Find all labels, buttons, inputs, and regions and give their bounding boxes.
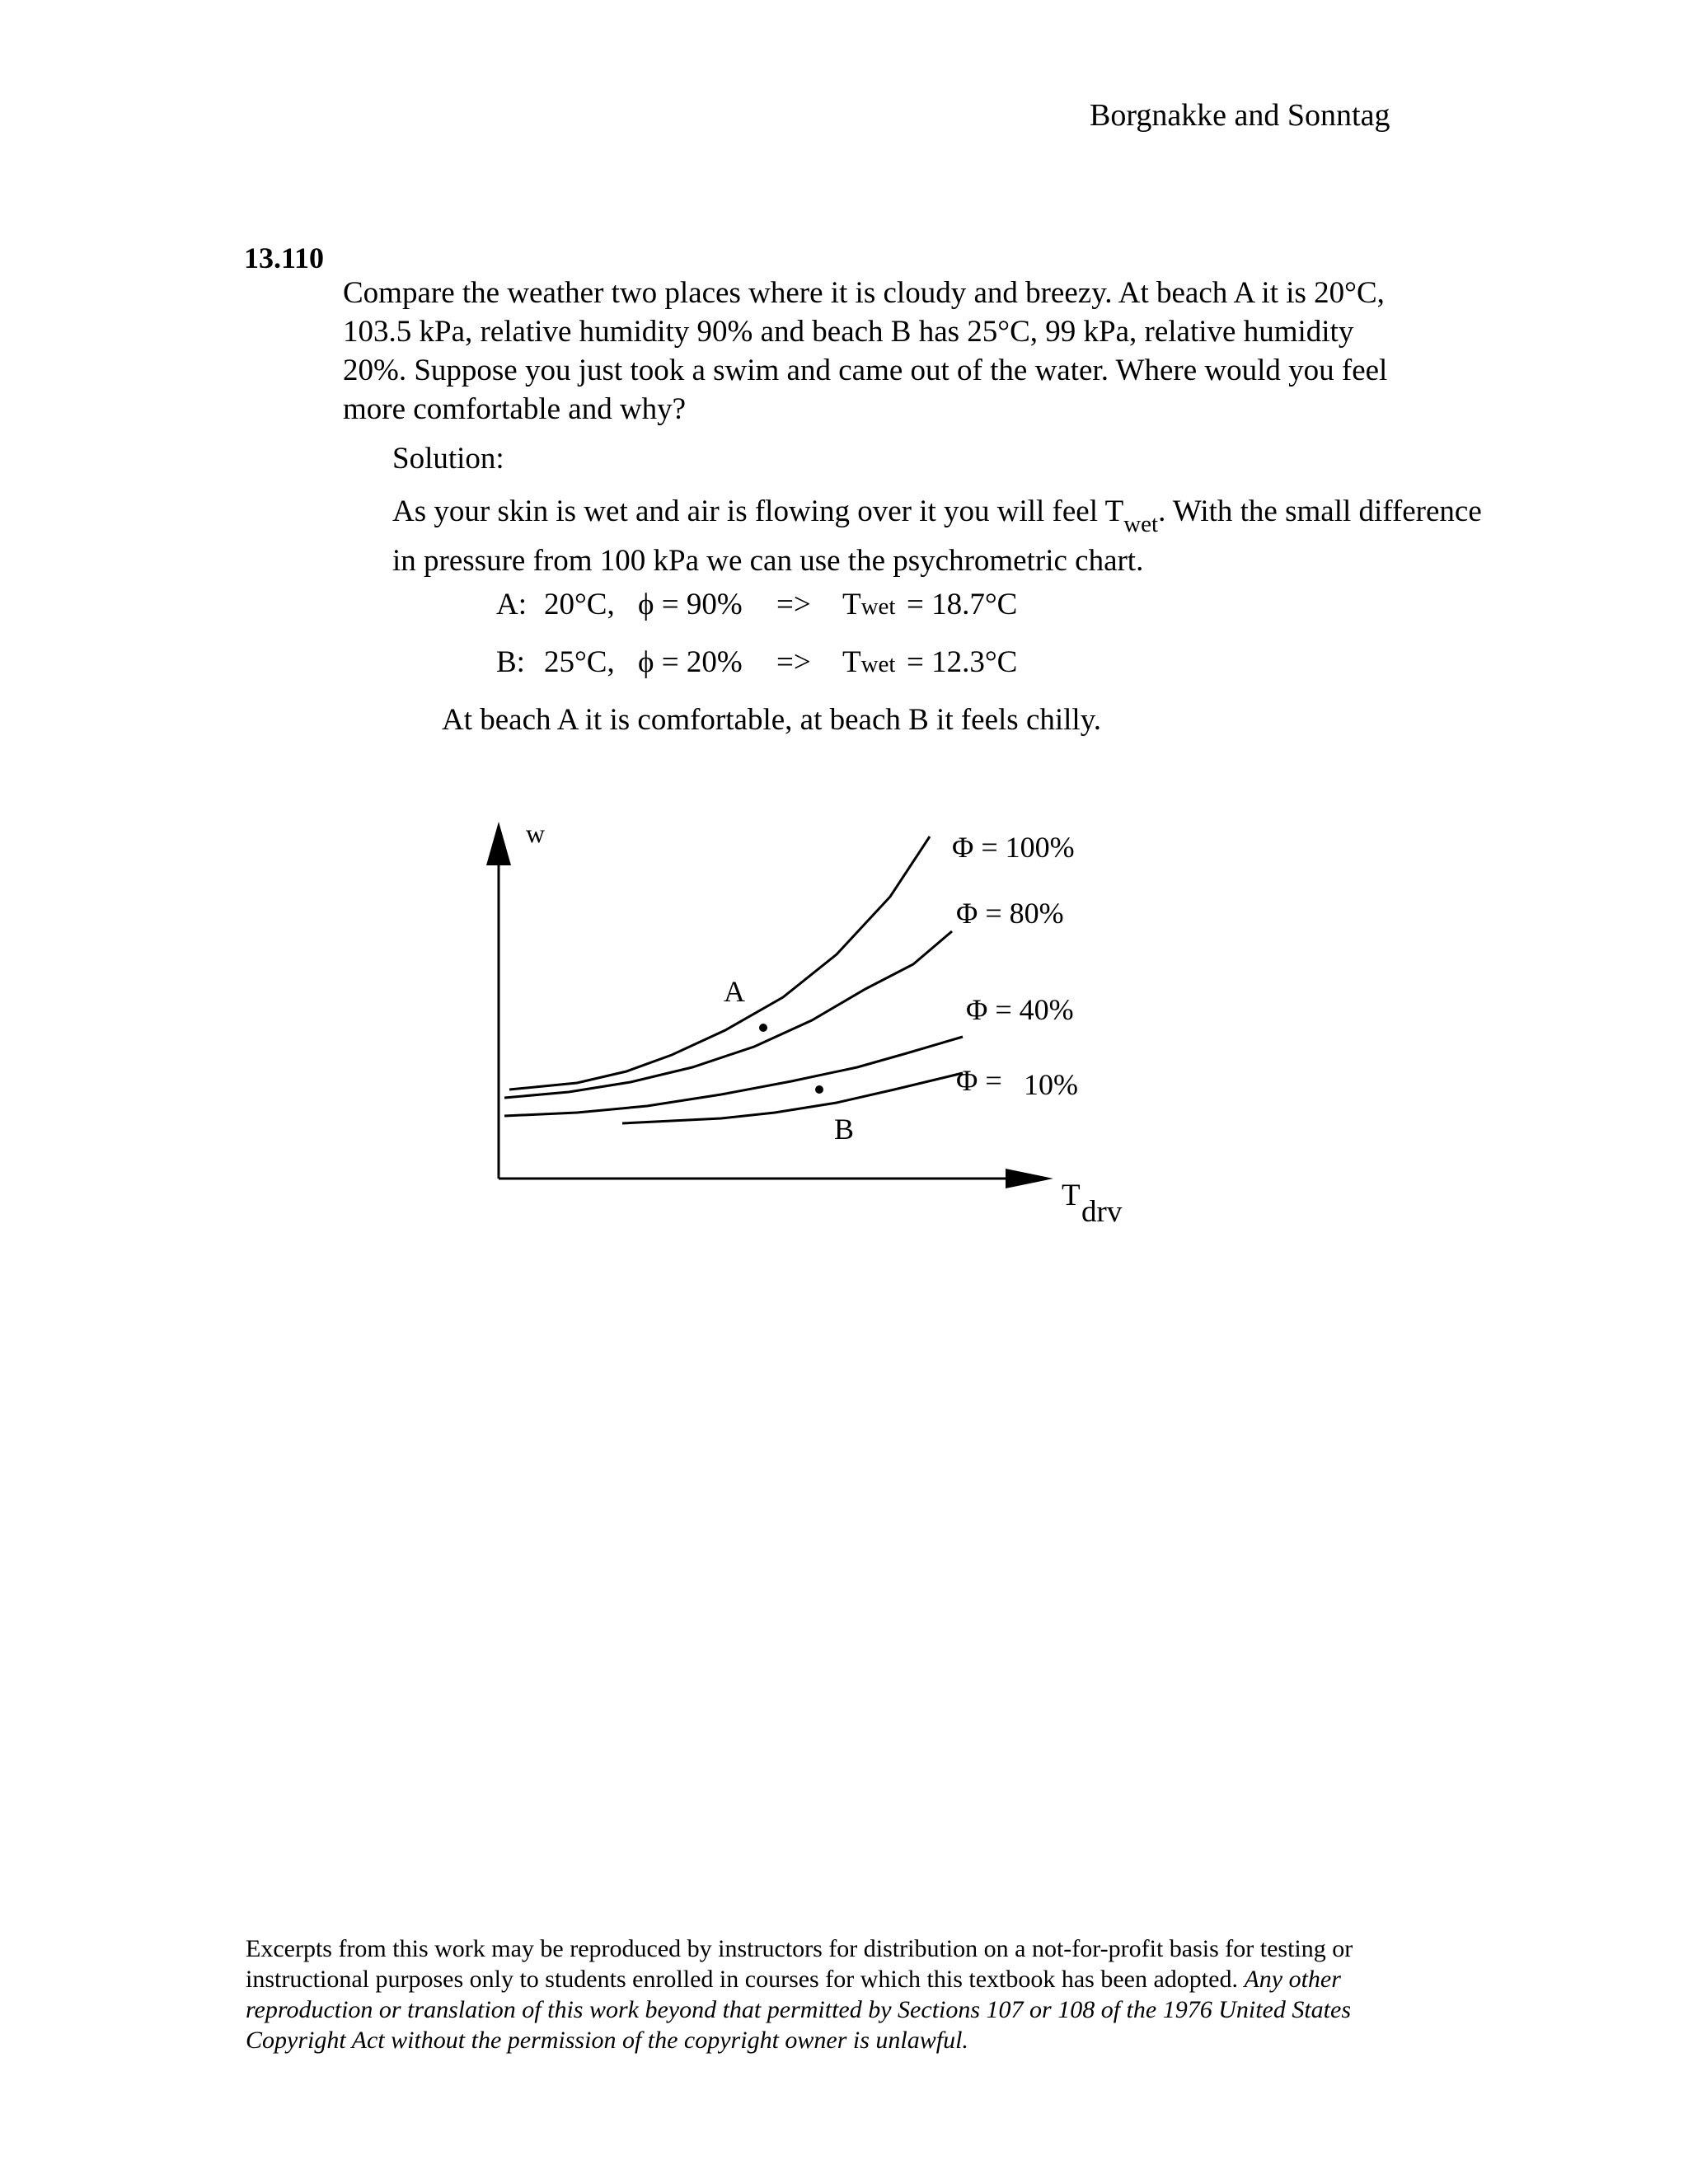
page-header: Borgnakke and Sonntag	[1090, 98, 1390, 133]
problem-number: 13.110	[244, 241, 325, 274]
x-axis-arrowhead	[1006, 1169, 1053, 1188]
problem-statement: Compare the weather two places where it is cloudy and breezy. At beach A it is 20°C, 103.5 kPa, relative humidity 90% and beach B has 25°C, 99 kPa, relative humidity 20%. Suppose you just took a swim and came out of the water. Where would you feel more comfortable and why?	[343, 276, 1388, 426]
eq-b-label: B:	[496, 645, 525, 679]
eq-b-arrow: =>	[776, 645, 811, 679]
label-phi-10-value: 10%	[1024, 1068, 1078, 1101]
footer-normal: Excerpts from this work may be reproduced by instructors for distribution on a not-for-profit basis for testing or instructional purposes only to students enrolled in courses for which this textbook has been adopted.	[246, 1935, 1353, 1993]
x-axis-label-main: T	[1062, 1179, 1081, 1212]
point-b-label: B	[834, 1113, 855, 1146]
eq-b-t-sub: wet	[860, 651, 896, 677]
curve-phi-100	[509, 837, 930, 1090]
eq-b-phi: ϕ = 20%	[638, 645, 743, 679]
subscript-wet: wet	[1123, 511, 1159, 537]
label-phi-100: Φ = 100%	[952, 831, 1075, 864]
eq-b-value: = 12.3°C	[907, 645, 1018, 679]
copyright-footer	[246, 1933, 1449, 2055]
paragraph-part1: As your skin is wet and air is flowing over it you will feel T	[392, 494, 1124, 528]
curve-phi-40	[504, 1037, 963, 1116]
y-axis-label: w	[526, 818, 546, 848]
point-a-dot	[759, 1024, 767, 1032]
eq-a-phi: ϕ = 90%	[638, 588, 743, 621]
conclusion: At beach A it is comfortable, at beach B it feels chilly.	[442, 703, 1102, 737]
eq-b-state: 25°C,	[544, 645, 615, 679]
curve-phi-80	[504, 931, 952, 1098]
y-axis-arrowhead	[486, 822, 511, 865]
label-phi-80: Φ = 80%	[956, 897, 1064, 930]
paragraph-part2: . With the small difference in pressure from 100 kPa we can use the psychrometric chart.	[392, 494, 1482, 578]
point-b-dot	[815, 1085, 823, 1094]
footer-italic: Any other reproduction or translation of this work beyond that permitted by Sections 107 or 108 of the 1976 United States Copyright Act without the permission of the copyright owner is unlawful.	[246, 1966, 1352, 2054]
solution-label: Solution:	[392, 442, 504, 476]
eq-a-label: A:	[496, 588, 527, 621]
eq-b-t-main: T	[842, 645, 861, 679]
label-phi-40: Φ = 40%	[966, 993, 1074, 1026]
eq-a-state: 20°C,	[544, 588, 615, 621]
eq-a-t-sub: wet	[860, 593, 896, 620]
eq-a-arrow: =>	[776, 588, 811, 621]
eq-a-value: = 18.7°C	[907, 588, 1018, 621]
point-a-label: A	[724, 975, 745, 1008]
label-phi-10-symbol: Φ =	[956, 1064, 1002, 1097]
eq-a-t-main: T	[842, 588, 861, 621]
x-axis-label-sub: drv	[1081, 1195, 1123, 1229]
